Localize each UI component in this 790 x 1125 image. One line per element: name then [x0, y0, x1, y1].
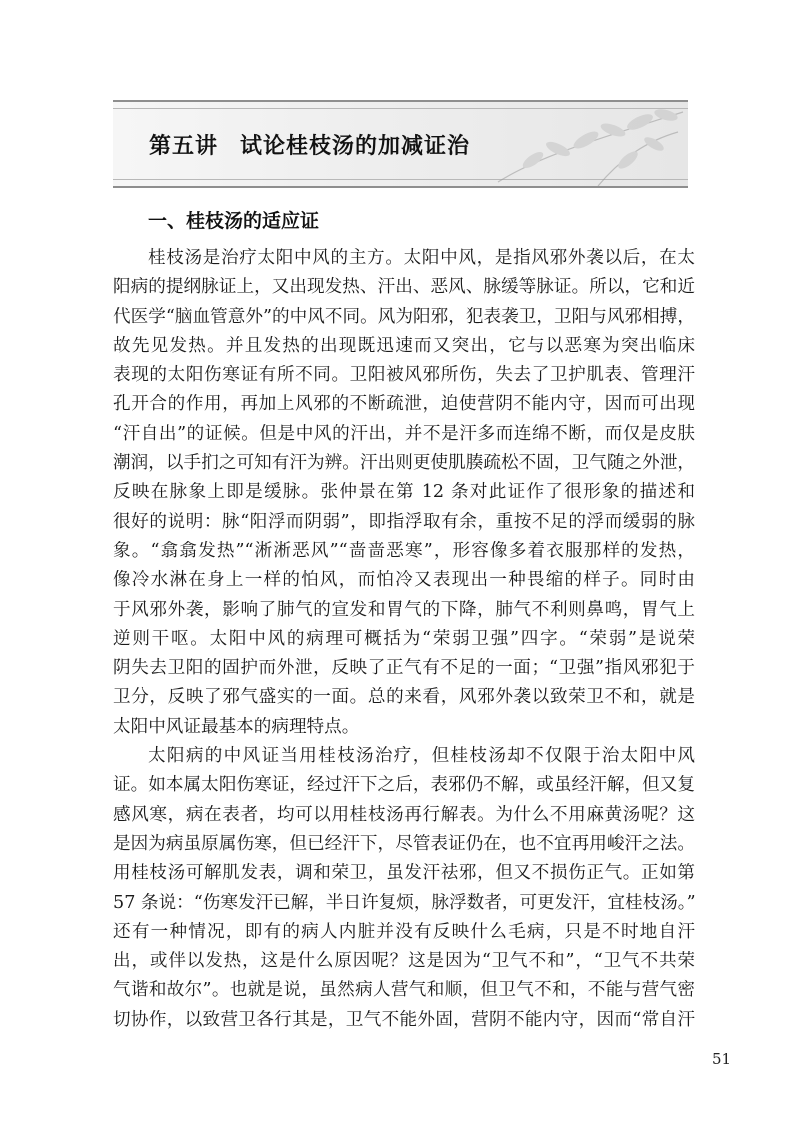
page-number: 51: [712, 1050, 732, 1068]
text-line: 逆则干呕。太阳中风的病理可概括为“荣弱卫强”四字。“荣弱”是说荣: [113, 628, 695, 649]
body-text: [113, 244, 695, 1035]
text-line: 太阳病的中风证当用桂枝汤治疗，但桂枝汤却不仅限于治太阳中风: [148, 746, 695, 767]
text-line: 于风邪外袭，影响了肺气的宣发和胃气的下降，肺气不利则鼻鸣，胃气上: [113, 599, 695, 620]
text-line: 桂枝汤是治疗太阳中风的主方。太阳中风，是指风邪外袭以后，在太: [148, 248, 695, 268]
text-line: 气谐和故尔”。也就是说，虽然病人营气和顺，但卫气不和，不能与营气密: [113, 980, 695, 1001]
text-line: 太阳中风证最基本的病理特点。: [113, 716, 360, 737]
text-line: 卫分，反映了邪气盛实的一面。总的来看，风邪外袭以致荣卫不和，就是: [113, 687, 695, 708]
text-line: 是因为病虽原属伤寒，但已经汗下，尽管表证仍在，也不宜再用峻汗之法。: [113, 833, 695, 854]
text-line: 证。如本属太阳伤寒证，经过汗下之后，表邪仍不解，或虽经汗解，但又复: [113, 775, 695, 796]
text-line: 阳病的提纲脉证上，又出现发热、汗出、恶风、脉缓等脉证。所以，它和近: [113, 277, 695, 298]
leaf-branch-decoration: [478, 102, 688, 186]
paragraph: [113, 244, 695, 742]
text-line: 潮润，以手扪之可知有汗为辨。汗出则更使肌腠疏松不固，卫气随之外泄，: [113, 453, 695, 474]
text-line: 故先见发热。并且发热的出现既迅速而又突出，它与以恶寒为突出临床: [113, 335, 695, 356]
chapter-number: 第五讲: [149, 134, 219, 159]
text-line: 像冷水淋在身上一样的怕风，而怕冷又表现出一种畏缩的样子。同时由: [113, 570, 695, 591]
chapter-title: [149, 129, 470, 160]
text-line: 出，或伴以发热，这是什么原因呢？这是因为“卫气不和”，“卫气不共荣: [113, 951, 695, 972]
text-line: 阴失去卫阳的固护而外泄，反映了正气有不足的一面；“卫强”指风邪犯于: [113, 658, 695, 679]
text-line: “汗自出”的证候。但是中风的汗出，并不是汗多而连绵不断，而仅是皮肤: [113, 423, 695, 444]
chapter-title-text: 试论桂枝汤的加减证治: [240, 134, 471, 159]
text-line: 孔开合的作用，再加上风邪的不断疏泄，迫使营阴不能内守，因而可出现: [113, 394, 695, 415]
text-line: 反映在脉象上即是缓脉。张仲景在第 12 条对此证作了很形象的描述和: [113, 482, 695, 503]
section-heading: 一、桂枝汤的适应证: [148, 210, 320, 232]
text-line: 57 条说：“伤寒发汗已解，半日许复烦，脉浮数者，可更发汗，宜桂枝汤。”: [113, 892, 696, 913]
text-line: 还有一种情况，即有的病人内脏并没有反映什么毛病，只是不时地自汗: [113, 921, 695, 942]
text-line: 切协作，以致营卫各行其是，卫气不能外固，营阴不能内守，因而“常自汗: [113, 1009, 695, 1030]
text-line: 代医学“脑血管意外”的中风不同。风为阳邪，犯表袭卫，卫阳与风邪相搏，: [113, 306, 695, 327]
text-line: 感风寒，病在表者，均可以用桂枝汤再行解表。为什么不用麻黄汤呢？这: [113, 804, 695, 825]
paragraph: [113, 742, 695, 1035]
text-line: 用桂枝汤可解肌发表，调和荣卫，虽发汗祛邪，但又不损伤正气。正如第: [113, 863, 695, 884]
text-line: 象。“翕翕发热”“淅淅恶风”“啬啬恶寒”，形容像多着衣服那样的发热，: [113, 540, 695, 561]
text-line: 表现的太阳伤寒证有所不同。卫阳被风邪所伤，失去了卫护肌表、管理汗: [113, 365, 695, 386]
chapter-banner: [113, 100, 688, 188]
paragraphs: [113, 244, 695, 1035]
text-line: 很好的说明：脉“阳浮而阴弱”，即指浮取有余，重按不足的浮而缓弱的脉: [113, 511, 695, 532]
